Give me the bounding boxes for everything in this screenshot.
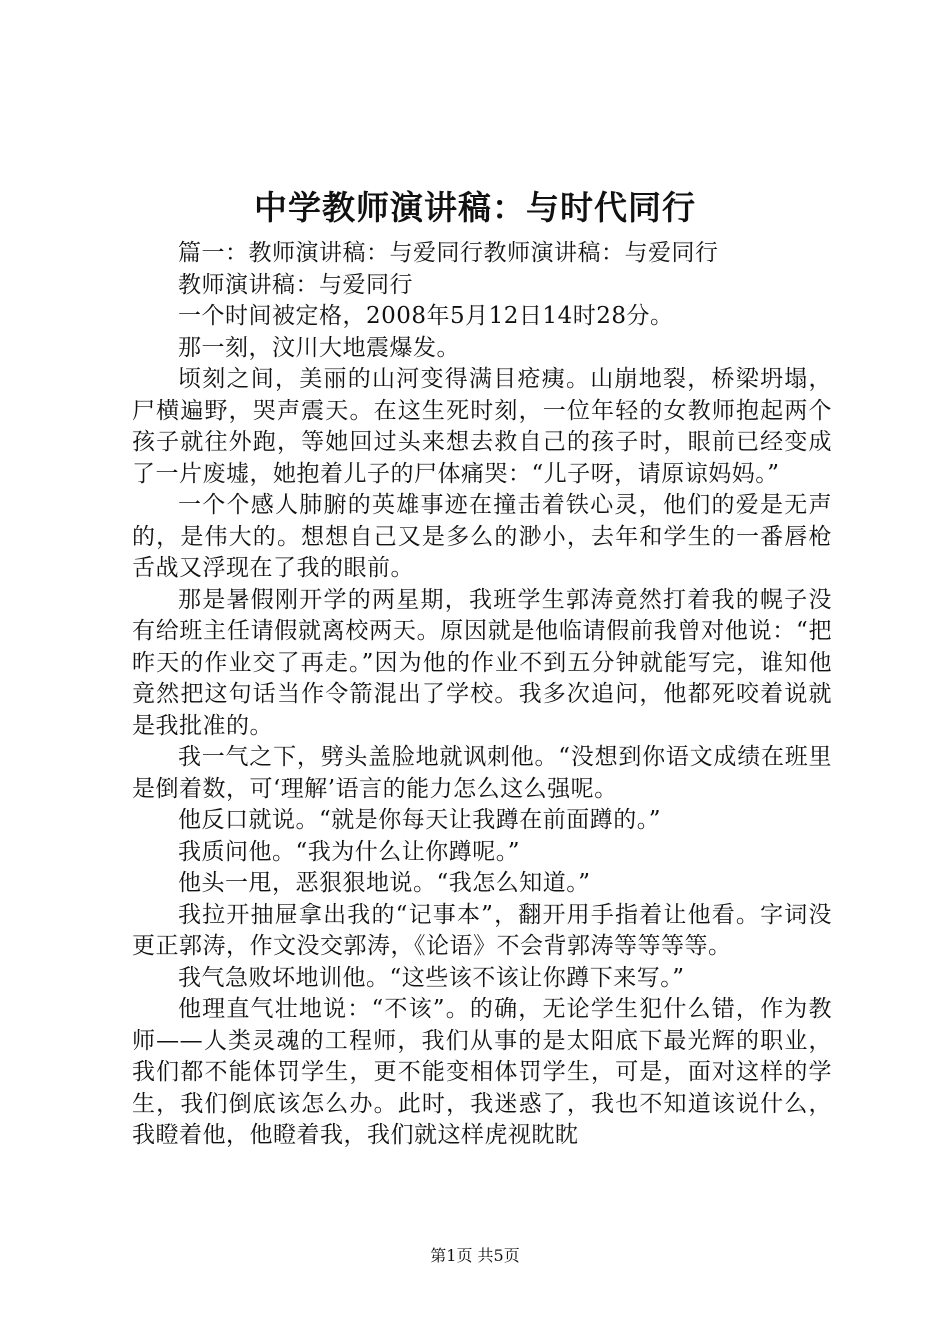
paragraph: 我一气之下，劈头盖脸地就讽刺他。“没想到你语文成绩在班里是倒着数，可‘理解’语言的能力怎么这么强呢。 bbox=[132, 744, 832, 802]
paragraph: 他头一甩，恶狠狠地说。“我怎么知道。” bbox=[178, 870, 591, 896]
paragraph: 篇一：教师演讲稿：与爱同行教师演讲稿：与爱同行 bbox=[178, 240, 719, 266]
paragraph: 那一刻，汶川大地震爆发。 bbox=[178, 334, 460, 361]
paragraph: 他理直气壮地说：“不该”。的确，无论学生犯什么错，作为教师——人类灵魂的工程师，我们从事的是太阳底下最光辉的职业，我们都不能体罚学生，更不能变相体罚学生，可是，面对这样的学生，我们倒底该怎么办。此时，我迷惑了，我也不知道该说什么，我瞪着他，他瞪着我，我们就这样虎视眈眈 bbox=[132, 996, 832, 1148]
paragraph: 我拉开抽屉拿出我的“记事本”，翻开用手指着让他看。字词没更正郭涛，作文没交郭涛，《论语》不会背郭涛等等等等。 bbox=[132, 901, 832, 959]
paragraph: 那是暑假刚开学的两星期，我班学生郭涛竟然打着我的幌子没有给班主任请假就离校两天。原因就是他临请假前我曾对他说：“把昨天的作业交了再走。”因为他的作业不到五分钟就能写完，谁知他竟然把这句话当作令箭混出了学校。我多次追问，他都死咬着说就是我批准的。 bbox=[132, 586, 832, 739]
paragraph: 我气急败坏地训他。“这些该不该让你蹲下来写。” bbox=[178, 964, 685, 991]
paragraph: 一个时间被定格，2008年5月12日14时28分。 bbox=[178, 303, 674, 329]
document-title: 中学教师演讲稿：与时代同行 bbox=[254, 188, 696, 227]
document-body bbox=[132, 238, 832, 1152]
paragraph: 我质问他。“我为什么让你蹲呢。” bbox=[178, 838, 521, 865]
paragraph: 他反口就说。“就是你每天让我蹲在前面蹲的。” bbox=[178, 807, 662, 833]
paragraph: 顷刻之间，美丽的山河变得满目疮痍。山崩地裂，桥梁坍塌，尸横遍野，哭声震天。在这生死时刻，一位年轻的女教师抱起两个孩子就往外跑，等她回过头来想去救自己的孩子时，眼前已经变成了一片废墟，她抱着儿子的尸体痛哭：“儿子呀，请原谅妈妈。” bbox=[132, 366, 832, 487]
paragraph: 一个个感人肺腑的英雄事迹在撞击着铁心灵，他们的爱是无声的，是伟大的。想想自己又是多么的渺小，去年和学生的一番唇枪舌战又浮现在了我的眼前。 bbox=[132, 492, 832, 581]
page-footer: 第1页 共5页 bbox=[430, 1246, 520, 1265]
paragraph: 教师演讲稿：与爱同行 bbox=[178, 271, 413, 298]
